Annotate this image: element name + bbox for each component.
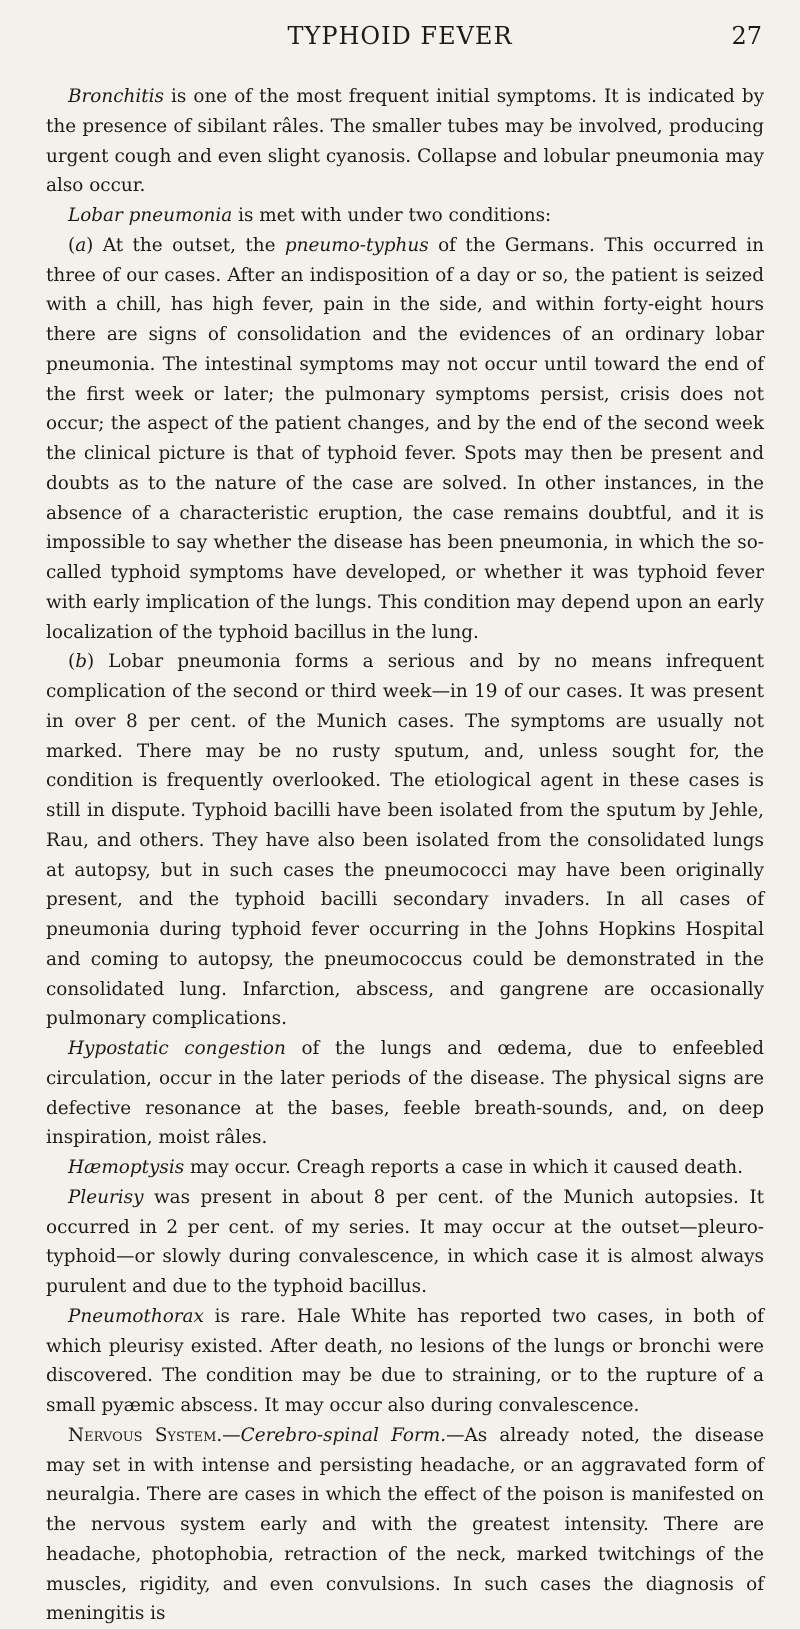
label-letter-b: b	[75, 651, 87, 673]
text-lobar-b: Lobar pneumonia forms a serious and by no means infrequent complication of the second or third week—in 19 of our cases. It was present in over 8 per cent. of the Munich cases. The symptoms are usually not marked. There may be no rusty sputum, and, unless sought for, the condition is frequently overlooked. The etiological agent in these cases is still in dispute. Typhoid bacilli have been isolated from the sputum by Jehle, Rau, and others. They have also been isolated from the consolidated lungs at autopsy, but in such cases the pneumococci may have been originally present, and the typhoid bacilli secondary invaders. In all cases of pneumonia during typhoid fever occurring in the Johns Hopkins Hospital and coming to autopsy, the pneumococcus could be demonstrated in the consolidated lung. Infarction, abscess, and gangrene are occasionally pulmonary complications.	[46, 651, 764, 1030]
label-open-b: (	[68, 651, 76, 673]
label-close-a: )	[86, 234, 94, 256]
heading-nervous-system: Nervous System.	[68, 1424, 223, 1446]
label-letter-a: a	[75, 234, 87, 256]
text-lobar-pneumonia: is met with under two conditions:	[232, 205, 552, 226]
text-bronchitis: is one of the most frequent initial symptoms. It is indicated by the presence of sibilant râles. The smaller tubes may be involved, producing urgent cough and even slight cyanosis. Collapse and lobular pneumonia may also occur.	[46, 86, 764, 197]
page-number: 27	[731, 22, 762, 50]
paragraph-hypostatic	[46, 1034, 764, 1153]
term-pleurisy: Pleurisy	[68, 1186, 144, 1208]
text-hypostatic: of the lungs and œdema, due to enfeebled circulation, occur in the later periods of the disease. The physical signs are defective resonance at the bases, feeble breath-sounds, and, on deep inspiration, moist râles.	[46, 1038, 765, 1149]
paragraph-pneumothorax	[46, 1302, 764, 1421]
term-pneumo-typhus: pneumo-typhus	[284, 234, 429, 256]
paragraph-lobar-a	[46, 231, 764, 648]
term-haemoptysis: Hæmoptysis	[68, 1157, 185, 1178]
dash-nervous: —	[222, 1424, 241, 1446]
paragraph-haemoptysis	[46, 1153, 764, 1183]
paragraph-pleurisy	[46, 1183, 764, 1302]
running-title: TYPHOID FEVER	[287, 22, 513, 50]
text-nervous-system: —As already noted, the disease may set in with intense and persisting headache, or an aggravated form of neuralgia. There are cases in which the effect of the poison is manifested on the nervous system early and with the greatest intensity. There are headache, photophobia, retraction of the neck, marked twitchings of the muscles, rigidity, and even convulsions. In such cases the diagnosis of meningitis is	[46, 1424, 764, 1625]
term-hypostatic: Hypostatic congestion	[68, 1038, 286, 1059]
paragraph-lobar-pneumonia	[46, 201, 764, 231]
paragraph-bronchitis	[46, 82, 764, 201]
text-pleurisy: was present in about 8 per cent. of the Munich autopsies. It occurred in 2 per cent. of my series. It may occur at the outset—pleuro-typhoid—or slowly during convalescence, in which case it is almost always purulent and due to the typhoid bacillus.	[46, 1186, 764, 1297]
label-close-b: )	[86, 651, 95, 673]
term-cerebro-spinal: Cerebro-spinal Form.	[240, 1424, 447, 1446]
term-bronchitis: Bronchitis	[68, 86, 164, 107]
paragraph-nervous-system	[46, 1421, 764, 1629]
page-header	[0, 22, 800, 62]
text-haemoptysis: may occur. Creagh reports a case in which it caused death.	[184, 1157, 743, 1178]
term-lobar-pneumonia: Lobar pneumonia	[68, 205, 233, 226]
text-lobar-a-pre: At the outset, the	[93, 234, 285, 256]
label-open-a: (	[68, 234, 76, 256]
term-pneumothorax: Pneumothorax	[68, 1305, 204, 1327]
text-pneumothorax: is rare. Hale White has reported two cases, in both of which pleurisy existed. After death, no lesions of the lungs or bronchi were discovered. The condition may be due to straining, or to the rupture of a small pyæmic abscess. It may occur also during convalescence.	[46, 1305, 764, 1416]
body-text	[46, 82, 764, 1629]
text-lobar-a: of the Germans. This occurred in three of our cases. After an indisposition of a day or so, the patient is seized with a chill, has high fever, pain in the side, and within forty-eight hours there are signs of consolidation and the evidences of an ordinary lobar pneumonia. The intestinal symptoms may not occur until toward the end of the first week or later; the pulmonary symptoms persist, crisis does not occur; the aspect of the patient changes, and by the end of the second week the clinical picture is that of typhoid fever. Spots may then be present and doubts as to the nature of the case are solved. In other instances, in the absence of a characteristic eruption, the case remains doubtful, and it is impossible to say whether the disease has been pneumonia, in which the so-called typhoid symptoms have developed, or whether it was typhoid fever with early implication of the lungs. This condition may depend upon an early localization of the typhoid bacillus in the lung.	[46, 234, 764, 643]
paragraph-lobar-b	[46, 647, 764, 1034]
